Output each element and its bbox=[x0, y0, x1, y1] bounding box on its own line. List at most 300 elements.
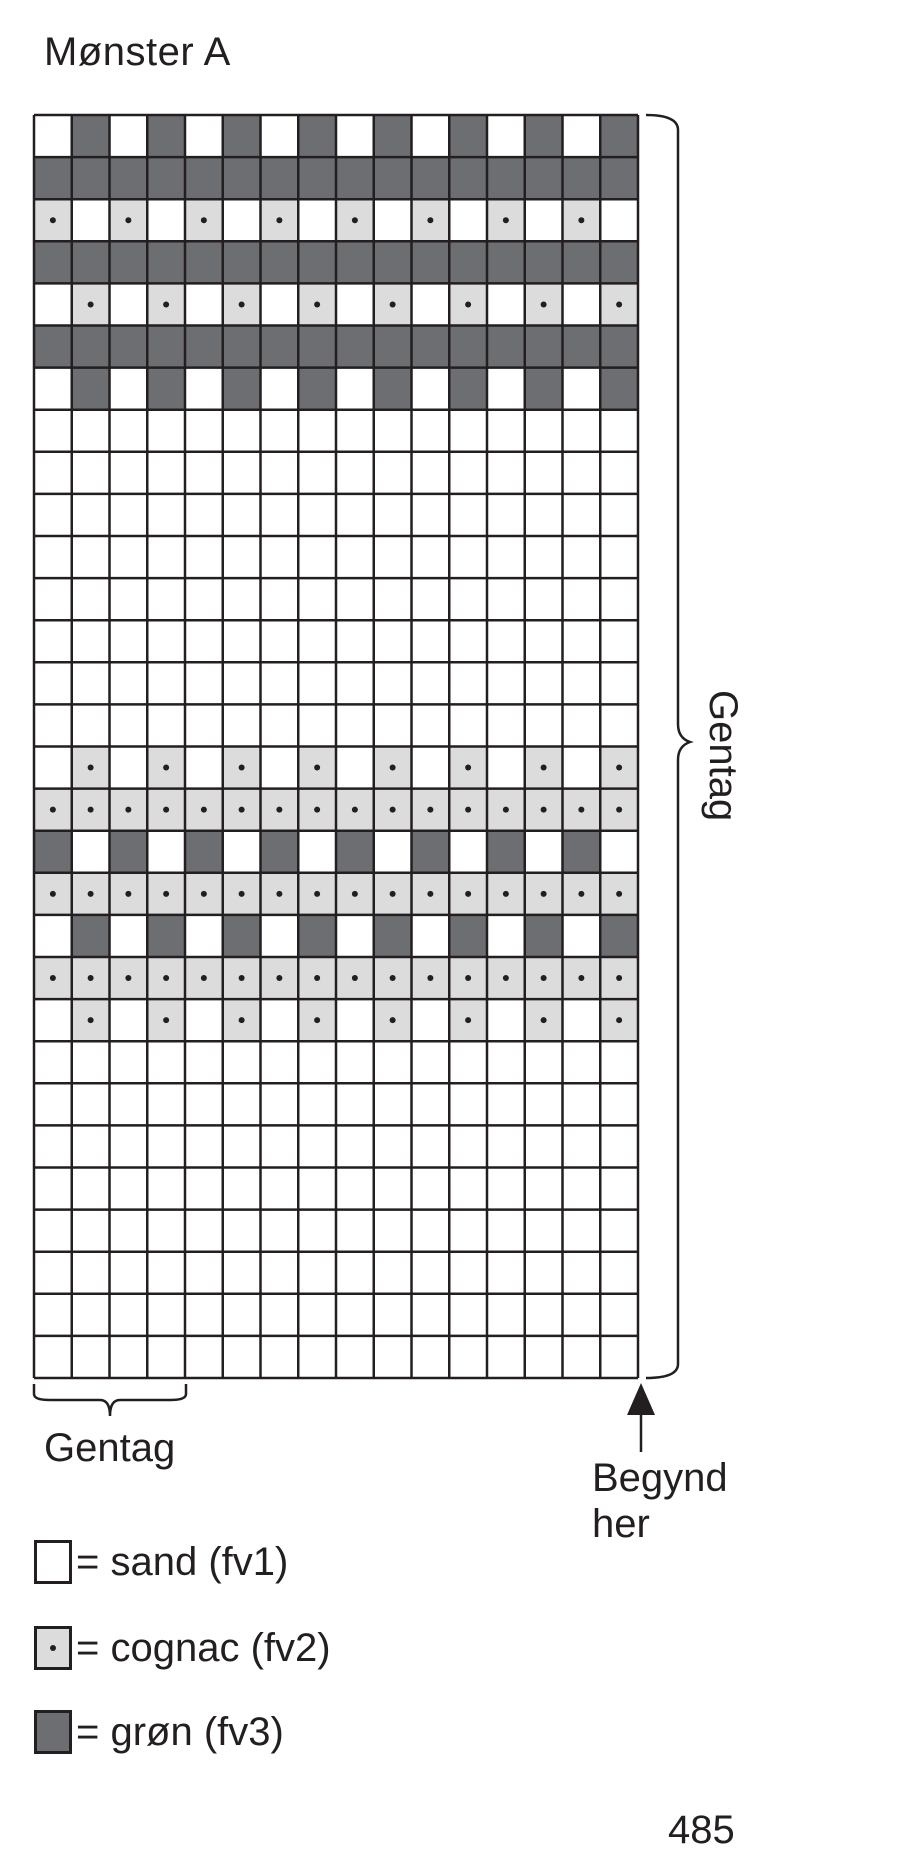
chart-cell bbox=[600, 1294, 638, 1336]
chart-cell bbox=[261, 831, 299, 873]
chart-cell bbox=[525, 1252, 563, 1294]
chart-cell bbox=[34, 620, 72, 662]
chart-cell bbox=[563, 1168, 601, 1210]
green-swatch bbox=[34, 1710, 72, 1754]
chart-cell-dot bbox=[616, 891, 622, 897]
chart-cell bbox=[298, 1294, 336, 1336]
chart-cell bbox=[185, 283, 223, 325]
chart-cell bbox=[563, 368, 601, 410]
chart-cell bbox=[185, 704, 223, 746]
chart-cell bbox=[298, 1210, 336, 1252]
chart-cell bbox=[147, 1252, 185, 1294]
chart-cell bbox=[261, 283, 299, 325]
chart-cell bbox=[449, 662, 487, 704]
chart-cell bbox=[261, 1252, 299, 1294]
chart-cell-dot bbox=[314, 891, 320, 897]
chart-cell bbox=[147, 1083, 185, 1125]
chart-cell bbox=[487, 1294, 525, 1336]
chart-cell bbox=[185, 326, 223, 368]
chart-cell bbox=[374, 536, 412, 578]
chart-cell bbox=[72, 1168, 110, 1210]
chart-cell bbox=[600, 1252, 638, 1294]
chart-cell-dot bbox=[201, 975, 207, 981]
chart-cell bbox=[336, 241, 374, 283]
chart-cell bbox=[223, 1210, 261, 1252]
chart-cell-dot bbox=[239, 975, 245, 981]
chart-cell-dot bbox=[616, 765, 622, 771]
chart-cell-dot bbox=[276, 217, 282, 223]
chart-cell bbox=[34, 662, 72, 704]
chart-cell bbox=[374, 326, 412, 368]
chart-cell bbox=[525, 115, 563, 157]
chart-cell bbox=[147, 1041, 185, 1083]
chart-cell bbox=[374, 494, 412, 536]
chart-cell bbox=[336, 452, 374, 494]
chart-cell bbox=[147, 199, 185, 241]
chart-cell bbox=[563, 747, 601, 789]
chart-cell-dot bbox=[390, 1017, 396, 1023]
chart-cell bbox=[298, 157, 336, 199]
chart-cell bbox=[147, 704, 185, 746]
chart-cell bbox=[261, 1210, 299, 1252]
chart-cell bbox=[487, 831, 525, 873]
chart-cell bbox=[185, 620, 223, 662]
chart-cell bbox=[336, 915, 374, 957]
chart-cell bbox=[374, 199, 412, 241]
horizontal-repeat-brace bbox=[34, 1384, 186, 1416]
chart-cell-dot bbox=[541, 765, 547, 771]
chart-cell bbox=[185, 1125, 223, 1167]
chart-cell bbox=[223, 1168, 261, 1210]
chart-cell bbox=[525, 578, 563, 620]
chart-cell bbox=[298, 704, 336, 746]
chart-cell bbox=[412, 999, 450, 1041]
chart-cell bbox=[34, 578, 72, 620]
chart-cell bbox=[34, 1168, 72, 1210]
chart-cell bbox=[298, 115, 336, 157]
chart-cell bbox=[487, 368, 525, 410]
chart-cell-dot bbox=[578, 975, 584, 981]
chart-cell bbox=[449, 115, 487, 157]
chart-cell bbox=[147, 1125, 185, 1167]
chart-cell bbox=[336, 1210, 374, 1252]
chart-cell bbox=[487, 283, 525, 325]
chart-cell bbox=[72, 452, 110, 494]
dot-icon bbox=[50, 1645, 56, 1651]
chart-cell bbox=[34, 1041, 72, 1083]
chart-cell bbox=[487, 620, 525, 662]
chart-cell bbox=[563, 1294, 601, 1336]
chart-cell bbox=[147, 620, 185, 662]
chart-cell bbox=[412, 283, 450, 325]
chart-cell bbox=[298, 1336, 336, 1378]
chart-cell bbox=[223, 157, 261, 199]
chart-cell bbox=[185, 831, 223, 873]
chart-cell bbox=[34, 241, 72, 283]
chart-cell bbox=[147, 368, 185, 410]
chart-cell bbox=[110, 620, 148, 662]
chart-cell bbox=[525, 241, 563, 283]
chart-cell bbox=[261, 494, 299, 536]
chart-cell bbox=[110, 1041, 148, 1083]
chart-cell bbox=[185, 494, 223, 536]
chart-cell bbox=[72, 1210, 110, 1252]
chart-cell bbox=[34, 999, 72, 1041]
chart-cell bbox=[563, 620, 601, 662]
chart-cell bbox=[336, 283, 374, 325]
chart-cell bbox=[412, 536, 450, 578]
chart-cell bbox=[261, 620, 299, 662]
chart-cell bbox=[72, 115, 110, 157]
chart-cell bbox=[34, 536, 72, 578]
chart-cell-dot bbox=[125, 975, 131, 981]
chart-cell-dot bbox=[314, 975, 320, 981]
chart-cell bbox=[600, 704, 638, 746]
chart-cell bbox=[487, 536, 525, 578]
chart-cell bbox=[374, 578, 412, 620]
chart-cell bbox=[487, 1252, 525, 1294]
chart-cell bbox=[336, 1083, 374, 1125]
chart-cell bbox=[147, 452, 185, 494]
chart-cell bbox=[34, 494, 72, 536]
chart-cell bbox=[298, 1252, 336, 1294]
chart-cell bbox=[223, 199, 261, 241]
chart-cell bbox=[525, 704, 563, 746]
chart-cell bbox=[185, 1083, 223, 1125]
chart-cell bbox=[449, 1252, 487, 1294]
chart-cell bbox=[525, 1336, 563, 1378]
chart-cell bbox=[34, 1210, 72, 1252]
chart-cell-dot bbox=[616, 301, 622, 307]
chart-cell-dot bbox=[314, 1017, 320, 1023]
chart-cell bbox=[525, 410, 563, 452]
chart-cell bbox=[261, 368, 299, 410]
chart-cell bbox=[412, 494, 450, 536]
chart-cell bbox=[147, 1294, 185, 1336]
chart-cell bbox=[34, 831, 72, 873]
chart-cell bbox=[298, 831, 336, 873]
chart-cell-dot bbox=[88, 301, 94, 307]
chart-cell bbox=[525, 1294, 563, 1336]
chart-cell bbox=[449, 1168, 487, 1210]
chart-cell bbox=[374, 1336, 412, 1378]
chart-cell bbox=[261, 1083, 299, 1125]
chart-cell bbox=[487, 410, 525, 452]
chart-cell bbox=[185, 1252, 223, 1294]
chart-cell bbox=[298, 241, 336, 283]
chart-cell bbox=[298, 536, 336, 578]
chart-cell-dot bbox=[503, 891, 509, 897]
chart-cell bbox=[487, 494, 525, 536]
chart-cell bbox=[147, 1168, 185, 1210]
chart-cell bbox=[34, 452, 72, 494]
chart-cell-dot bbox=[352, 217, 358, 223]
chart-cell bbox=[336, 999, 374, 1041]
chart-cell bbox=[110, 578, 148, 620]
chart-cell bbox=[449, 704, 487, 746]
chart-cell bbox=[487, 1125, 525, 1167]
chart-cell bbox=[223, 578, 261, 620]
chart-cell bbox=[336, 326, 374, 368]
chart-cell bbox=[185, 1336, 223, 1378]
chart-cell bbox=[110, 452, 148, 494]
chart-cell bbox=[110, 831, 148, 873]
chart-cell bbox=[147, 662, 185, 704]
chart-cell bbox=[34, 283, 72, 325]
chart-cell-dot bbox=[125, 807, 131, 813]
chart-cell-dot bbox=[616, 1017, 622, 1023]
chart-cell bbox=[147, 831, 185, 873]
chart-cell bbox=[185, 578, 223, 620]
chart-cell bbox=[449, 915, 487, 957]
chart-cell bbox=[336, 747, 374, 789]
chart-cell bbox=[563, 915, 601, 957]
vertical-repeat-label: Gentag bbox=[701, 690, 745, 822]
chart-cell bbox=[72, 915, 110, 957]
chart-cell bbox=[600, 1041, 638, 1083]
chart-cell bbox=[223, 1125, 261, 1167]
chart-cell bbox=[487, 115, 525, 157]
chart-cell-dot bbox=[163, 975, 169, 981]
chart-cell bbox=[110, 410, 148, 452]
chart-cell bbox=[412, 662, 450, 704]
chart-cell bbox=[487, 452, 525, 494]
chart-cell bbox=[525, 1168, 563, 1210]
chart-cell bbox=[261, 1336, 299, 1378]
chart-cell bbox=[72, 831, 110, 873]
chart-cell bbox=[298, 1168, 336, 1210]
chart-cell bbox=[298, 326, 336, 368]
chart-cell bbox=[449, 578, 487, 620]
start-here-label bbox=[592, 1455, 772, 1547]
chart-cell-dot bbox=[125, 217, 131, 223]
chart-cell-dot bbox=[541, 1017, 547, 1023]
chart-cell bbox=[412, 578, 450, 620]
chart-cell bbox=[525, 915, 563, 957]
chart-cell-dot bbox=[390, 765, 396, 771]
chart-cell-dot bbox=[352, 891, 358, 897]
chart-cell bbox=[487, 704, 525, 746]
chart-cell-dot bbox=[465, 301, 471, 307]
chart-cell bbox=[600, 157, 638, 199]
chart-cell bbox=[374, 410, 412, 452]
start-label-line-2: her bbox=[592, 1502, 650, 1546]
chart-cell bbox=[563, 115, 601, 157]
chart-cell bbox=[563, 241, 601, 283]
chart-cell bbox=[563, 999, 601, 1041]
chart-cell bbox=[487, 1168, 525, 1210]
chart-cell bbox=[185, 915, 223, 957]
chart-cell bbox=[185, 452, 223, 494]
chart-cell bbox=[336, 368, 374, 410]
chart-cell bbox=[449, 1294, 487, 1336]
chart-cell bbox=[147, 494, 185, 536]
chart-cell bbox=[298, 199, 336, 241]
page-title: Mønster A bbox=[44, 30, 231, 74]
chart-cell-dot bbox=[239, 1017, 245, 1023]
chart-cell bbox=[34, 1125, 72, 1167]
chart-cell-dot bbox=[465, 765, 471, 771]
chart-cell bbox=[412, 747, 450, 789]
chart-cell bbox=[34, 368, 72, 410]
chart-cell-dot bbox=[390, 807, 396, 813]
chart-cell-dot bbox=[163, 301, 169, 307]
chart-cell bbox=[261, 662, 299, 704]
chart-cell-dot bbox=[427, 891, 433, 897]
legend-label-green: = grøn (fv3) bbox=[76, 1709, 284, 1754]
chart-cell bbox=[487, 999, 525, 1041]
chart-cell bbox=[336, 536, 374, 578]
chart-cell-dot bbox=[390, 301, 396, 307]
chart-cell bbox=[412, 1083, 450, 1125]
chart-cell bbox=[223, 1083, 261, 1125]
chart-cell-dot bbox=[88, 807, 94, 813]
chart-cell bbox=[261, 115, 299, 157]
chart-cell bbox=[336, 704, 374, 746]
chart-cell bbox=[298, 915, 336, 957]
chart-cell bbox=[110, 1083, 148, 1125]
chart-cell bbox=[600, 662, 638, 704]
chart-cell bbox=[298, 578, 336, 620]
chart-cell bbox=[374, 115, 412, 157]
chart-cell-dot bbox=[578, 807, 584, 813]
chart-cell-dot bbox=[503, 217, 509, 223]
chart-cell bbox=[563, 1041, 601, 1083]
chart-cell bbox=[72, 410, 110, 452]
chart-cell bbox=[412, 452, 450, 494]
chart-cell bbox=[34, 115, 72, 157]
chart-cell bbox=[223, 536, 261, 578]
chart-cell bbox=[487, 1336, 525, 1378]
chart-cell bbox=[563, 831, 601, 873]
chart-cell bbox=[563, 1336, 601, 1378]
chart-cell bbox=[110, 115, 148, 157]
chart-cell bbox=[110, 1336, 148, 1378]
chart-cell bbox=[110, 1294, 148, 1336]
chart-cell bbox=[110, 999, 148, 1041]
chart-cell bbox=[261, 1168, 299, 1210]
cognac-swatch bbox=[34, 1626, 72, 1670]
chart-cell-dot bbox=[239, 807, 245, 813]
chart-cell bbox=[600, 831, 638, 873]
chart-cell bbox=[34, 704, 72, 746]
chart-cell bbox=[34, 1294, 72, 1336]
chart-cell bbox=[412, 241, 450, 283]
chart-cell bbox=[525, 1125, 563, 1167]
chart-cell bbox=[110, 1168, 148, 1210]
start-arrow bbox=[627, 1383, 655, 1452]
chart-cell bbox=[563, 283, 601, 325]
chart-cell bbox=[72, 1252, 110, 1294]
chart-cell bbox=[72, 620, 110, 662]
chart-cell-dot bbox=[465, 807, 471, 813]
chart-cell bbox=[336, 1125, 374, 1167]
chart-cell bbox=[34, 915, 72, 957]
chart-cell bbox=[147, 536, 185, 578]
chart-cell bbox=[600, 452, 638, 494]
chart-cell-dot bbox=[465, 891, 471, 897]
chart-cell-dot bbox=[427, 807, 433, 813]
chart-cell-dot bbox=[578, 217, 584, 223]
chart-cell bbox=[147, 915, 185, 957]
chart-cell bbox=[147, 326, 185, 368]
chart-cell bbox=[449, 620, 487, 662]
chart-cell bbox=[374, 1041, 412, 1083]
chart-cell bbox=[147, 1210, 185, 1252]
chart-cell bbox=[261, 452, 299, 494]
chart-cell bbox=[412, 1210, 450, 1252]
chart-cell bbox=[374, 452, 412, 494]
chart-cell-dot bbox=[88, 891, 94, 897]
chart-cell bbox=[563, 157, 601, 199]
chart-cell bbox=[72, 578, 110, 620]
chart-cell-dot bbox=[201, 891, 207, 897]
chart-cell bbox=[185, 536, 223, 578]
chart-cell bbox=[110, 1125, 148, 1167]
chart-cell bbox=[449, 1336, 487, 1378]
chart-cell bbox=[298, 452, 336, 494]
chart-cell-dot bbox=[390, 975, 396, 981]
chart-cell bbox=[449, 1041, 487, 1083]
chart-cell bbox=[185, 115, 223, 157]
chart-cell bbox=[298, 494, 336, 536]
chart-cell-dot bbox=[163, 807, 169, 813]
chart-cell bbox=[525, 452, 563, 494]
chart-cell bbox=[72, 662, 110, 704]
chart-cell-dot bbox=[503, 807, 509, 813]
vertical-repeat-brace bbox=[646, 115, 690, 1378]
chart-cell bbox=[487, 662, 525, 704]
chart-cell bbox=[261, 326, 299, 368]
chart-cell bbox=[449, 368, 487, 410]
chart-cell bbox=[110, 368, 148, 410]
chart-cell bbox=[72, 1041, 110, 1083]
chart-cell bbox=[261, 747, 299, 789]
legend-label-cognac: = cognac (fv2) bbox=[76, 1625, 331, 1670]
chart-cell bbox=[72, 494, 110, 536]
chart-cell bbox=[223, 620, 261, 662]
chart-cell bbox=[412, 704, 450, 746]
chart-cell bbox=[600, 494, 638, 536]
chart-cell bbox=[563, 536, 601, 578]
chart-cell-dot bbox=[314, 807, 320, 813]
chart-cell bbox=[298, 1041, 336, 1083]
chart-cell bbox=[110, 241, 148, 283]
horizontal-repeat-label: Gentag bbox=[44, 1426, 176, 1470]
chart-cell bbox=[185, 410, 223, 452]
chart-cell bbox=[147, 410, 185, 452]
chart-cell-dot bbox=[50, 807, 56, 813]
chart-cell bbox=[374, 915, 412, 957]
chart-cell bbox=[72, 1336, 110, 1378]
chart-cell bbox=[185, 747, 223, 789]
chart-cell bbox=[336, 662, 374, 704]
chart-cell bbox=[72, 368, 110, 410]
chart-cell bbox=[525, 1083, 563, 1125]
chart-cell bbox=[34, 157, 72, 199]
chart-cell bbox=[449, 494, 487, 536]
chart-cell bbox=[110, 1252, 148, 1294]
chart-cell bbox=[147, 241, 185, 283]
chart-cell bbox=[525, 368, 563, 410]
chart-cell bbox=[600, 241, 638, 283]
chart-cell bbox=[34, 410, 72, 452]
chart-cell bbox=[487, 747, 525, 789]
chart-cell bbox=[600, 536, 638, 578]
chart-cell bbox=[600, 1125, 638, 1167]
chart-cell-dot bbox=[88, 765, 94, 771]
chart-cell-dot bbox=[352, 975, 358, 981]
